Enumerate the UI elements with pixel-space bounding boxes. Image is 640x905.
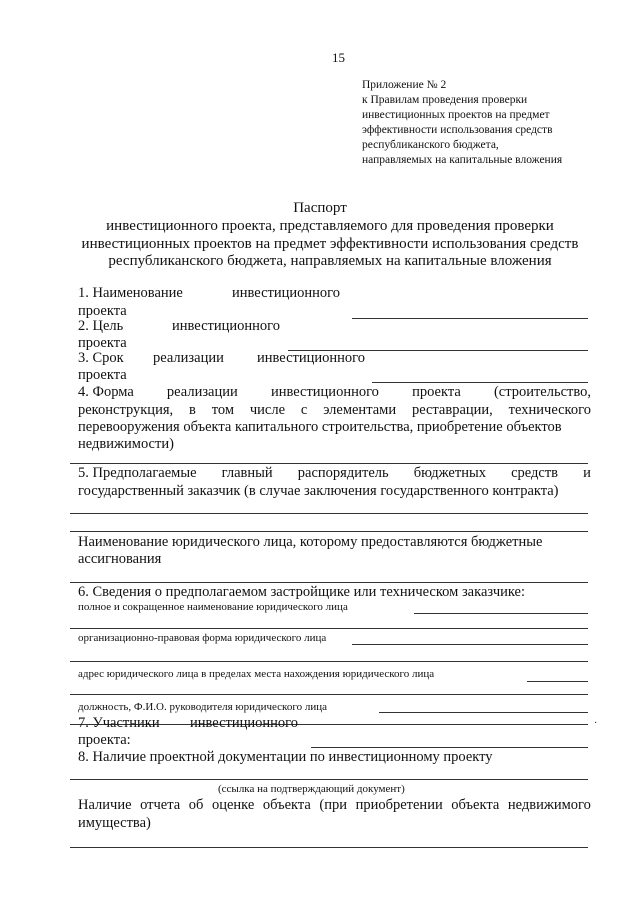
item3-label-word: реализации (153, 350, 224, 366)
legal-entity-label: Наименование юридического лица, которому предоставляются бюджетные (78, 534, 543, 550)
subtitle-line: республиканского бюджета, направляемых на капитальные вложения (108, 253, 552, 269)
item1-label-cont: проекта (78, 303, 127, 319)
appendix-line: эффективности использования средств (362, 124, 553, 136)
appendix-line: к Правилам проведения проверки (362, 94, 528, 106)
item5-line: 5. Предполагаемые главный распорядитель бюджетных средств и (78, 465, 591, 481)
item6-full-name-field[interactable] (414, 613, 588, 614)
item6-legal-form-label: организационно-правовая форма юридического лица (78, 632, 327, 644)
item6-director-field[interactable] (379, 712, 588, 713)
appendix-line: инвестиционных проектов на предмет (362, 109, 550, 121)
item1-label-word: инвестиционного (232, 285, 340, 301)
item2-label-word: инвестиционного (172, 318, 280, 334)
item6-address-field-2[interactable] (70, 694, 588, 695)
document-title: Паспорт (293, 200, 347, 216)
scan-artifact-dot: · (594, 718, 598, 729)
appendix-line: республиканского бюджета, (362, 139, 499, 151)
item5-field[interactable] (70, 513, 588, 514)
item8-reference-note: (ссылка на подтверждающий документ) (218, 783, 405, 795)
subtitle-line: инвестиционных проектов на предмет эффективности использования средств (81, 235, 579, 252)
item8-label: 8. Наличие проектной документации по инвестиционному проекту (78, 749, 493, 765)
item7-field[interactable] (311, 747, 588, 748)
item4-line: перевооружения объекта капитального строительства, приобретение объектов (78, 419, 562, 435)
item7-label-cont: проекта: (78, 732, 131, 748)
item2-label-cont: проекта (78, 335, 127, 351)
item1-label: 1. Наименование (78, 285, 183, 301)
item6-address-field[interactable] (527, 681, 588, 682)
item3-label-word: инвестиционного (257, 350, 365, 366)
appendix-line: направляемых на капитальные вложения (362, 154, 563, 166)
item6-full-name-label: полное и сокращенное наименование юридического лица (78, 601, 348, 613)
item6-full-name-field-2[interactable] (70, 628, 588, 629)
item2-label: 2. Цель (78, 318, 124, 334)
item7-label: 7. Участники (78, 715, 160, 731)
legal-entity-field[interactable] (70, 582, 588, 583)
item6-legal-form-field[interactable] (352, 644, 588, 645)
item3-field[interactable] (372, 382, 588, 383)
item4-line: реконструкция, в том числе с элементами реставрации, технического (78, 402, 591, 418)
item6-director-label: должность, Ф.И.О. руководителя юридического лица (78, 701, 327, 713)
item6-legal-form-field-2[interactable] (70, 661, 588, 662)
document-subtitle (60, 218, 600, 271)
item5-field-2[interactable] (70, 531, 588, 532)
item7-label-word: инвестиционного (190, 715, 298, 731)
item6-label: 6. Сведения о предполагаемом застройщике или техническом заказчике: (78, 584, 526, 600)
legal-entity-label-cont: ассигнования (78, 551, 162, 567)
item4-line: недвижимости) (78, 436, 174, 452)
item4-line: 4. Форма реализации инвестиционного проекта (строительство, (78, 384, 591, 400)
item3-label: 3. Срок (78, 350, 124, 366)
item8-field[interactable] (70, 779, 588, 780)
report-line: Наличие отчета об оценке объекта (при приобретении объекта недвижимого (78, 797, 591, 813)
appendix-line: Приложение № 2 (362, 79, 447, 91)
subtitle-line: инвестиционного проекта, представляемого для проведения проверки (106, 218, 554, 234)
item3-label-cont: проекта (78, 367, 127, 383)
page-number: 15 (332, 50, 345, 65)
item5-line: государственный заказчик (в случае заключения государственного контракта) (78, 483, 559, 499)
appendix-header (362, 78, 562, 168)
item1-field[interactable] (352, 318, 588, 319)
report-field[interactable] (70, 847, 588, 848)
report-line: имущества) (78, 815, 151, 831)
item6-address-label: адрес юридического лица в пределах места нахождения юридического лица (78, 668, 435, 680)
item4-field[interactable] (70, 463, 588, 464)
